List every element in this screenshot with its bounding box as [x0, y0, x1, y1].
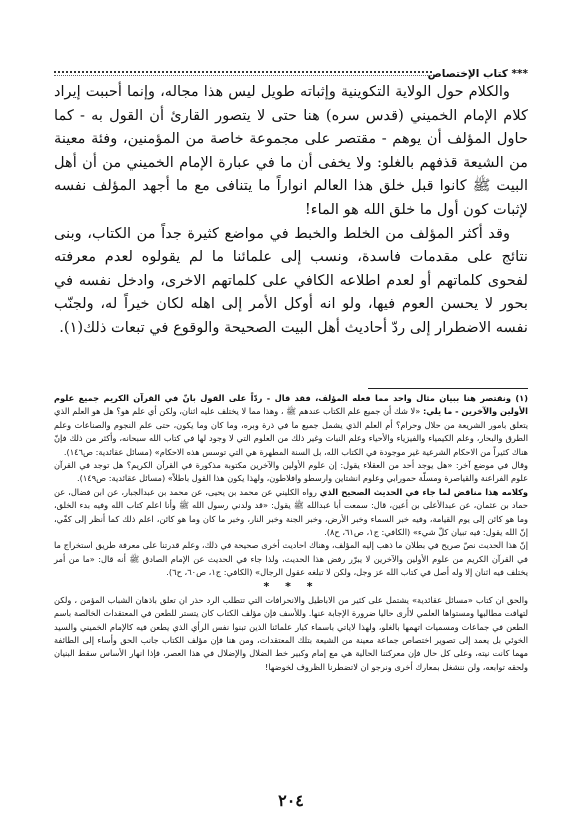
body-paragraph: والكلام حول الولاية التكوينية وإثباته طويل ليس هذا مجاله، وإنما أحببت إيراد كلام الإمام الخميني (قدس سره) هنا حتى لا يتصور القارئ أن القول به - كما حاول المؤلف أن يوهم - مقتصر على مجموعة خاصة من المؤمنين، وفئة معينة من الشيعة قذفهم بالغلو: ولا يخفى أن ما في عبارة الإمام الخميني من أن أهل البيت ﷺ كانوا قبل خلق هذا العالم انواراً ما يتنافى مع ما أجهد المؤلف نفسه لإثبات كون أول ما خلق الله هو الماء! — [54, 83, 528, 218]
footnote-closing-paragraph: والحق ان كتاب «مسائل عقائدية» يشتمل على كثير من الاباطيل والانحرافات التي تتطلب الرد حذر ان تعلق باذهان الشباب المؤمن ، ولكن لتهافت مطالبها ومستواها العلمي لاأرى حاليا ضرورة الإجابة عنها. وللأسف فإن مؤلف الكتاب كان يتستر للطعن في المعتقدات الخالصة باسم الطعن في جماعات ومسميات اتهمها بالغلو، ولهذا لاياتي باسماء كبار علمائنا الذين تبنوا نفس الرأي الذي يطعن فيه كالإمام الخميني والسيد الخوئي بل يعمد إلى تصوير اختصاص جماعة معينة من الشيعة بتلك المعتقدات، ومن هنا فإن مؤلف الكتاب جانب الحق وأساء إلى الطائفة مهما كانت نيته، وعلى كل حال فإن معركتنا الحالية هي مع إمام وكبير خط الضلال والإضلال في هذا العصر، فإذا انهار الأساس سقط البنيان ولحقه توابعه، ولن ننشغل بمعارك أخرى ونرجو ان لاتضطرنا الظروف لخوضها! — [54, 594, 528, 672]
section-separator-stars: * * * — [263, 579, 319, 593]
main-body-text — [54, 80, 528, 340]
header-decorative-rule — [54, 71, 432, 73]
footnote-paragraph — [54, 392, 528, 459]
footnote-paragraph — [54, 486, 528, 540]
footnote-paragraph — [54, 459, 528, 486]
page-number: ٢٠٤ — [278, 791, 304, 810]
footnote-lead: وكلامه هذا مناقض لما جاء في الحديث الصحيح الذي — [319, 486, 529, 497]
footnote-lead: (١) ونقتصر هنا ببيان مثال واحد مما فعله المؤلف، فقد قال - ردّاً على القول بانّ في القرآن الكريم جميع علوم الأولين والآخرين - ما يلي: — [54, 393, 529, 417]
footnote-text: «لا شك أن جميع علم الكتاب عندهم ﷺ ، وهذا مما لا يختلف عليه اثنان، ولكن أي علم هو؟ هل هو العلم الذي يتعلق بامور الشريعة من حلال وحرام؟ أم العلم الذي يشمل جميع ما في ذرة وبره، وما كان وما يكون، حتى علم النجوم والصناعات وعلم الطرق والبحار، وعلم الكيمياء والفيزياء والأحياء وعلم النبات وغير ذلك من العلوم التي لا وجود لها في كتاب الله سبحانه، وأكثر من ذلك فإنّ هناك كثيراً من الاحكام الشرعية غير موجودة في الكتاب الله، بل السنة المطهرة هي التي توسس هذه الاحكام» (مسائل عقائدية: ص١٤٦). — [54, 406, 528, 457]
footnote-paragraph — [54, 539, 528, 579]
running-title: *** كتاب الإختصاص — [427, 68, 528, 80]
body-paragraph: وقد أكثر المؤلف من الخلط والخبط في مواضع كثيرة جداً من الكتاب، وبنى نتائج على مقدمات فاسدة، ونسب إلى علمائنا ما لم يقولوه لعدم معرفته لفحوى كلماتهم أو لعدم اطلاعه الكافي على كلماتهم الاخرى، وادخل نفسه في بحور لا يحسن العوم فيها، ولو انه أوكل الأمر إلى اهله لكان خيراً له، ولجنّب نفسه الاضطرار إلى ردّ أحاديث أهل البيت الصحيحة والوقوع في تبعات ذلك(١). — [54, 224, 528, 336]
footnote-text: وقال في موضع آخر: «هل يوجد أحد من العقلاء يقول: إن علوم الأولين والآخرين مكتوبة مذكورة في القرآن الكريم؟ هل توجد في القرآن علوم الفراعنة والقياصرة ومسلّة حمورابي وعلوم انشتاين وارسطو وافلاطون، ولهذا يكون هذا القول باطلاً» (مسائل عقائدية: ص١٤٩). — [54, 460, 528, 484]
footnote-separator-rule — [368, 388, 528, 389]
footnotes-section — [54, 392, 528, 674]
book-page — [54, 66, 528, 810]
footnote-text: رواه الكليني عن محمد بن يحيى، عن محمد بن عبدالجبار، عن ابن فضال، عن حماد بن عثمان، عن عبدالأعلى بن أعين، قال: سمعت أبا عبدالله ﷺ يقول: «قد ولدني رسول الله ﷺ وأنا اعلم كتاب الله وفيه بدء الخلق، وما هو كائن إلى يوم القيامة، وفيه خبر السماء وخبر الأرض، وخبر الجنة وخبر النار، وخبر ما كان وما هو كائن، اعلم ذلك كما أنظر إلى كفّي، إنّ الله يقول: فيه تبيان كلّ شيء» (الكافي: ج١، ص٦١، ح٨). — [54, 486, 528, 538]
header-decorative-rule-thin — [54, 75, 432, 76]
footnote-text: إنّ هذا الحديث نصّ صريح في بطلان ما ذهب إليه المؤلف، وهناك احاديث أخرى صحيحة في ذلك، وعلم قدرتنا على معرفة طريق استخراج ما في القرآن الكريم من علوم الأولين والآخرين لا يبرّر رفض هذا الحديث، ولذا جاء في الحديث عن الإمام الصادق ﷺ أنه قال: «ما من أمر يختلف فيه اثنان إلا وله أصل في كتاب الله عز وجل، ولكن لا تبلغه عقول الرجال» (الكافي: ج١، ص٦٠، ح٦). — [54, 540, 528, 578]
